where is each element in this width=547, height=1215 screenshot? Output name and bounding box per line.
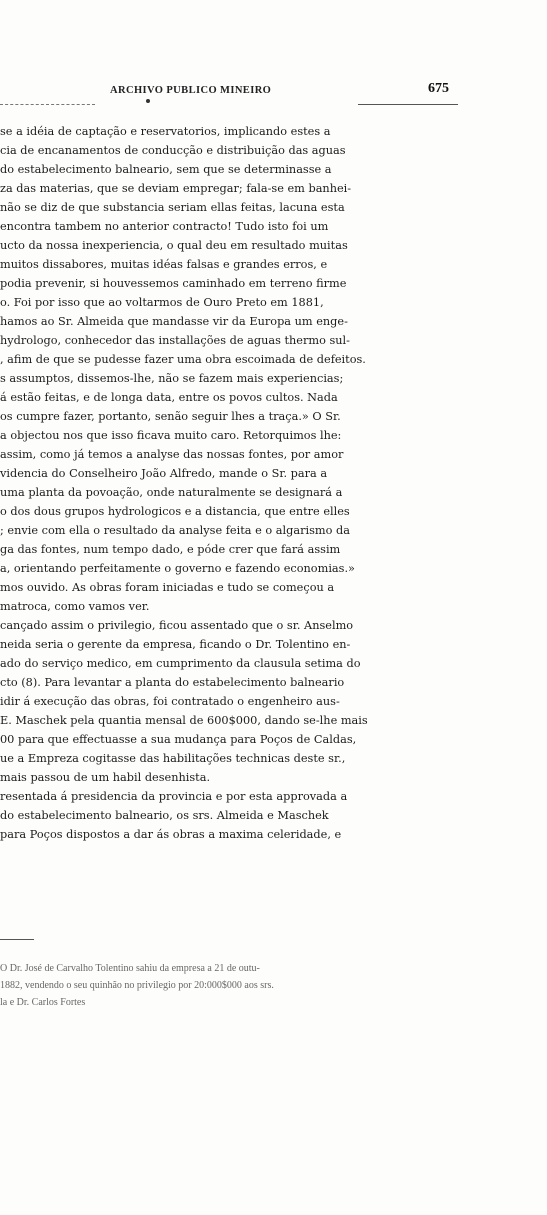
body-line: idir á execução das obras, foi contratado o engenheiro aus- — [0, 695, 340, 708]
footnote-line: O Dr. José de Carvalho Tolentino sahiu da empresa a 21 de outu- — [0, 963, 260, 974]
body-line: cançado assim o privilegio, ficou assentado que o sr. Anselmo — [0, 619, 354, 632]
body-line: E. Maschek pela quantia mensal de 600$000, dando se-lhe mais — [0, 714, 368, 727]
body-line: cto (8). Para levantar a planta do estabelecimento balneario — [0, 676, 345, 689]
body-line: resentada á presidencia da provincia e por esta approvada a — [0, 790, 348, 803]
body-line: ado do serviço medico, em cumprimento da clausula setima do — [0, 657, 361, 670]
body-line: se a idéia de captação e reservatorios, implicando estes a — [0, 125, 331, 138]
body-line: cia de encanamentos de conducção e distribuição das aguas — [0, 144, 346, 157]
body-line: hamos ao Sr. Almeida que mandasse vir da Europa um enge- — [0, 315, 348, 328]
footnote-rule — [0, 939, 34, 940]
header-rule-left — [0, 104, 95, 105]
body-line: ga das fontes, num tempo dado, e póde crer que fará assim — [0, 543, 341, 556]
body-line: para Poços dispostos a dar ás obras a maxima celeridade, e — [0, 828, 342, 841]
body-line: não se diz de que substancia seriam ellas feitas, lacuna esta — [0, 201, 345, 214]
body-line: mos ouvido. As obras foram iniciadas e tudo se começou a — [0, 581, 335, 594]
body-line: uma planta da povoação, onde naturalmente se designará a — [0, 486, 343, 499]
body-line: mais passou de um habil desenhista. — [0, 771, 211, 784]
page-number: 675 — [428, 81, 449, 96]
running-title: ARCHIVO PUBLICO MINEIRO — [110, 85, 272, 96]
body-line: o. Foi por isso que ao voltarmos de Ouro Preto em 1881, — [0, 296, 324, 309]
body-line: os cumpre fazer, portanto, senão seguir lhes a traça.» O Sr. — [0, 410, 341, 423]
body-line: za das materias, que se deviam empregar; fala-se em banhei- — [0, 182, 352, 195]
body-line: ucto da nossa inexperiencia, o qual deu em resultado muitas — [0, 239, 348, 252]
body-line: do estabelecimento balneario, os srs. Almeida e Maschek — [0, 809, 329, 822]
body-line: a objectou nos que isso ficava muito caro. Retorquimos lhe: — [0, 429, 342, 442]
footnote-line: 1882, vendendo o seu quinhão no privilegio por 20:000$000 aos srs. — [0, 980, 274, 991]
body-line: videncia do Conselheiro João Alfredo, mande o Sr. para a — [0, 467, 328, 480]
body-line: 00 para que effectuasse a sua mudança para Poços de Caldas, — [0, 733, 357, 746]
body-line: assim, como já temos a analyse das nossas fontes, por amor — [0, 448, 344, 461]
body-line: ; envie com ella o resultado da analyse feita e o algarismo da — [0, 524, 350, 537]
body-line: hydrologo, conhecedor das installações de aguas thermo sul- — [0, 334, 350, 347]
body-line: do estabelecimento balneario, sem que se determinasse a — [0, 163, 332, 176]
body-line: o dos dous grupos hydrologicos e a distancia, que entre elles — [0, 505, 350, 518]
body-line: neida seria o gerente da empresa, ficando o Dr. Tolentino en- — [0, 638, 351, 651]
header-ornament-dot — [146, 99, 150, 103]
body-line: , afim de que se pudesse fazer uma obra escoimada de defeitos. — [0, 353, 366, 366]
body-line: encontra tambem no anterior contracto! Tudo isto foi um — [0, 220, 329, 233]
body-line: podia prevenir, si houvessemos caminhado em terreno firme — [0, 277, 347, 290]
body-line: a, orientando perfeitamente o governo e fazendo economias.» — [0, 562, 355, 575]
footnote-line: la e Dr. Carlos Fortes — [0, 997, 86, 1008]
body-line: s assumptos, dissemos-lhe, não se fazem mais experiencias; — [0, 372, 344, 385]
body-line: á estão feitas, e de longa data, entre os povos cultos. Nada — [0, 391, 338, 404]
body-line: muitos dissabores, muitas idéas falsas e grandes erros, e — [0, 258, 328, 271]
body-line: matroca, como vamos ver. — [0, 600, 150, 613]
header-rule-right — [358, 104, 458, 105]
body-line: ue a Empreza cogitasse das habilitações technicas deste sr., — [0, 752, 346, 765]
